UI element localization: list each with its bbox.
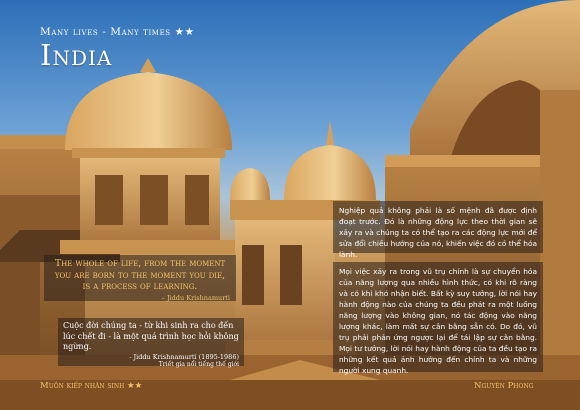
quote-text: The whole of life, from the moment you are born to the moment you die, is a process of learning. — [54, 258, 226, 292]
vietnamese-quote-subtitle: Triết gia nổi tiếng thế giới — [158, 360, 239, 368]
vietnamese-quote-text: Cuộc đời chúng ta - từ khi sinh ra cho đến lúc chết đi - là một quá trình học hỏi không ngừng. — [63, 321, 239, 351]
footer-book-title: Muôn kiếp nhân sinh ★★ — [40, 381, 143, 391]
english-quote-box — [44, 255, 236, 301]
footer-author: Nguyên Phong — [474, 381, 534, 391]
vietnamese-quote-box — [58, 318, 244, 366]
page-title: India — [40, 38, 113, 72]
paragraph-1: Nghiệp quả không phải là số mệnh đã được định đoạt trước. Đó là những động lực theo thời gian sẽ xảy ra và chúng ta có thể tạo ra các động lực mới để sửa đổi chiều hướng của nó, khiến việc đó có thể hóa lành. — [339, 206, 537, 259]
paragraph-box-1 — [333, 201, 543, 259]
series-title: Many lives - Many times ★★ — [40, 26, 195, 38]
paragraph-2: Mọi việc xảy ra trong vũ trụ chính là sự chuyển hóa của năng lượng qua nhiều hình thức, có khi rõ ràng và có khi khó nhận biết. Bất kỳ suy tưởng, lời nói hay hành động nào của chúng ta đều phát ra một luồng năng lượng vào không gian, nó tác động vào năng lượng khác, làm mất sự cân bằng sẵn có. Do đó, vũ trụ phải phản ứng ngược lại để tái lập sự cân bằng. Mọi tư tưởng, lời nói hay hành động của ta đều tạo ra những kết quả ảnh hưởng đến chính ta và những người xung quanh. — [339, 267, 537, 375]
paragraph-box-2 — [333, 262, 543, 375]
quote-author: – Jiddu Krishnamurti — [161, 293, 230, 302]
vietnamese-quote-author: - Jiddu Krishnamurti (1895-1986) — [129, 352, 239, 361]
